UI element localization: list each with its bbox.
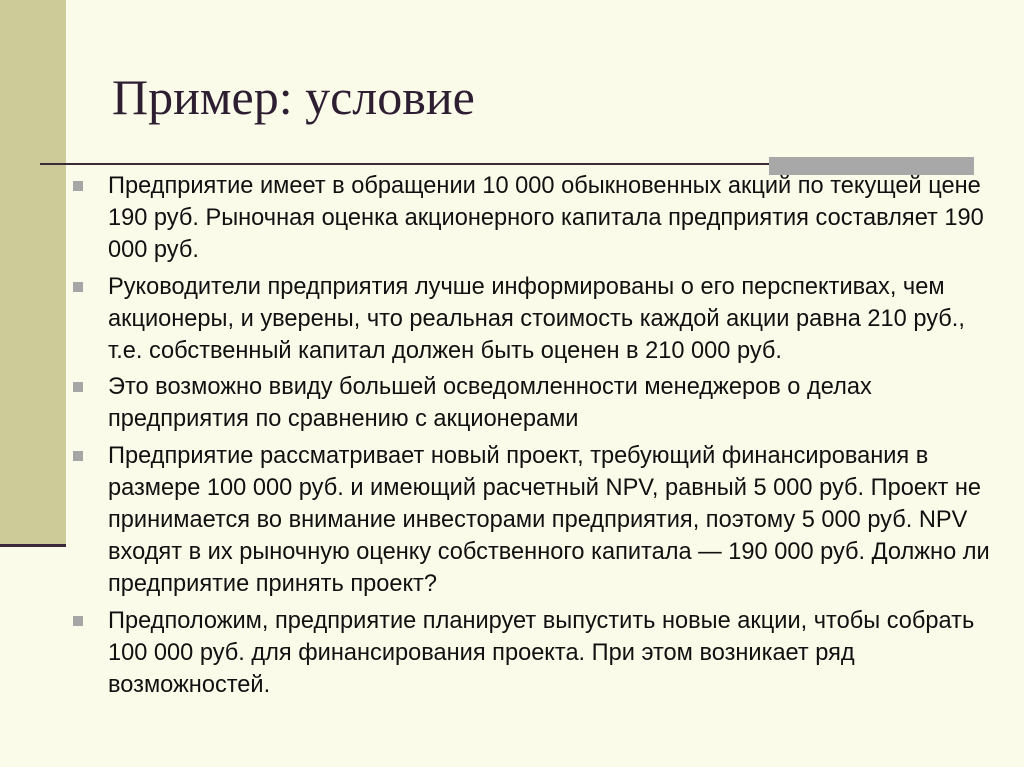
bullet-item <box>70 271 1005 368</box>
bullet-item <box>70 605 1005 702</box>
slide-title: Пример: условие <box>112 69 475 125</box>
bullet-text: Предприятие имеет в обращении 10 000 обыкновенных акций по текущей цене 190 руб. Рыночная оценка акционерного капитала предприятия составляет 190 000 руб. <box>108 173 984 264</box>
square-bullet-icon <box>73 181 83 191</box>
square-bullet-icon <box>73 382 83 392</box>
bullet-item <box>70 170 1005 267</box>
left-bar-underline <box>0 544 66 547</box>
square-bullet-icon <box>73 616 83 626</box>
square-bullet-icon <box>73 282 83 292</box>
bullet-text: Это возможно ввиду большей осведомленности менеджеров о делах предприятия по сравнению с акционерами <box>108 374 872 433</box>
bullet-text: Предприятие рассматривает новый проект, требующий финансирования в размере 100 000 руб. и имеющий расчетный NPV, равный 5 000 руб. Проект не принимается во внимание инвесторами предприятия, поэтому 5 000 руб. NPV входят в их рыночную оценку собственного капитала — 190 000 руб. Должно ли предприятие принять проект? <box>108 442 990 598</box>
square-bullet-icon <box>73 451 83 461</box>
bullet-text: Предположим, предприятие планирует выпустить новые акции, чтобы собрать 100 000 руб. для финансирования проекта. При этом возникает ряд возможностей. <box>108 607 975 699</box>
bullet-item <box>70 371 1005 435</box>
bullet-text: Руководители предприятия лучше информированы о его перспективах, чем акционеры, и уверены, что реальная стоимость каждой акции равна 210 руб., т.е. собственный капитал должен быть оценен в 210 000 руб. <box>108 273 965 365</box>
bullet-item <box>70 440 1005 601</box>
bullet-list <box>70 170 1005 705</box>
left-decorative-bar <box>0 0 66 546</box>
